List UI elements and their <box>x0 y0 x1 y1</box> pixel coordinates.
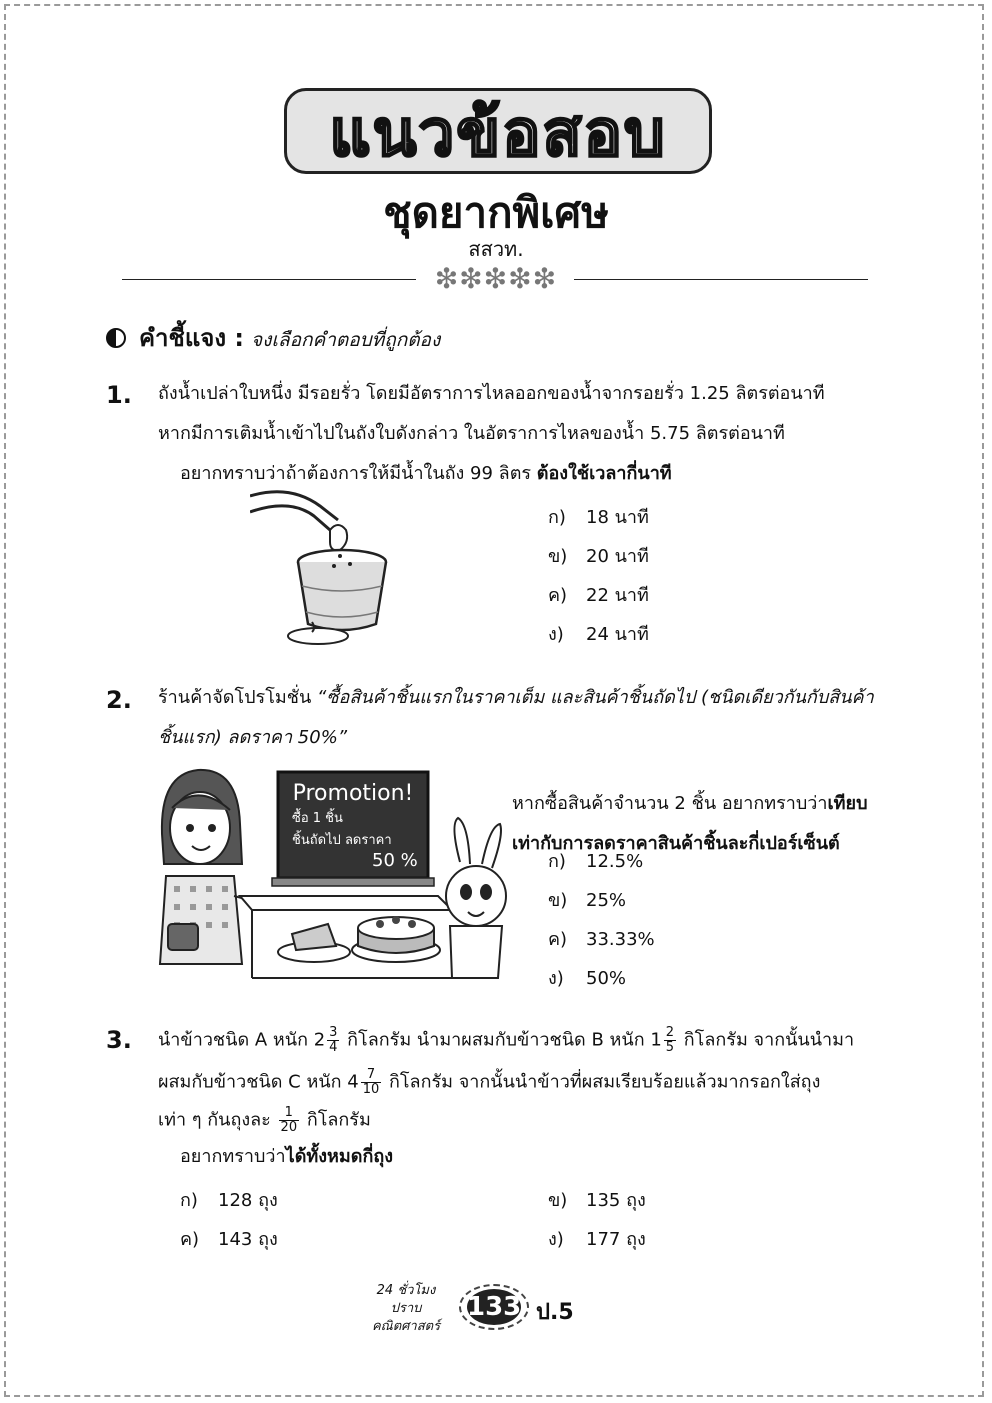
fraction-numerator: 3 <box>329 1025 338 1040</box>
choice-label: ข) <box>548 546 568 567</box>
choice-text: 22 นาที <box>586 585 649 606</box>
choice-label: ค) <box>180 1229 200 1250</box>
board-title: Promotion! <box>292 781 414 806</box>
book-title-line-3: คณิตศาสตร์ <box>371 1319 441 1334</box>
promotion-shop-illustration <box>152 764 508 986</box>
question-2-side-line-1 <box>512 792 868 816</box>
choice-label: ข) <box>548 1190 568 1211</box>
page-title: แนวข้อสอบ <box>329 97 667 171</box>
instruction-text: จงเลือกคำตอบที่ถูกต้อง <box>251 329 441 351</box>
question-2-side-text: หากซื้อสินค้าจำนวน 2 ชิ้น อยากทราบว่า <box>512 793 828 814</box>
fraction <box>327 1026 339 1055</box>
question-3-text-d: ผสมกับข้าวชนิด C หนัก 4 <box>158 1071 359 1093</box>
choice-label: ก) <box>548 507 566 528</box>
page-number-badge <box>459 1284 529 1330</box>
choice-text: 128 ถุง <box>218 1190 278 1211</box>
book-title <box>356 1282 456 1336</box>
question-3-line-4 <box>180 1145 393 1169</box>
question-3-line-1 <box>158 1026 854 1055</box>
question-2-line-1 <box>158 686 874 710</box>
choice-text: 18 นาที <box>586 507 649 528</box>
half-circle-icon <box>106 328 126 348</box>
question-1-line-1: ถังน้ำเปล่าใบหนึ่ง มีรอยรั่ว โดยมีอัตราการไหลออกของน้ำจากรอยรั่ว 1.25 ลิตรต่อนาที <box>158 383 825 404</box>
choice-label: ข) <box>548 890 568 911</box>
divider-right <box>574 279 868 280</box>
question-1-line-3-emphasis: ต้องใช้เวลากี่นาที <box>536 463 672 484</box>
choice-text: 25% <box>586 890 627 911</box>
question-3-text-h: อยากทราบว่า <box>180 1146 286 1167</box>
book-title-line-1: 24 ชั่วโมง <box>376 1283 436 1298</box>
choice-text: 24 นาที <box>586 624 649 645</box>
question-2-line-2 <box>158 726 347 750</box>
question-2-choice-b[interactable] <box>548 885 626 914</box>
question-1-line-3-text: อยากทราบว่าถ้าต้องการให้มีน้ำในถัง 99 ลิตร <box>180 463 537 484</box>
question-3-emphasis: ได้ทั้งหมดกี่ถุง <box>285 1146 394 1167</box>
choice-label: ค) <box>548 929 568 950</box>
instruction-label: คำชี้แจง : <box>139 324 245 352</box>
question-3-text-f: เท่า ๆ กันถุงละ <box>158 1109 277 1131</box>
leaking-bucket-illustration <box>250 486 400 652</box>
choice-label: ง) <box>548 1229 564 1250</box>
question-2-line-1-text: ร้านค้าจัดโปรโมชั่น <box>158 687 318 708</box>
board-discount: 50 % <box>372 850 418 871</box>
question-3-choice-d[interactable] <box>548 1224 646 1253</box>
fraction-numerator: 1 <box>279 1106 300 1121</box>
ornament-stars: ❇❇❇❇❇ <box>434 262 558 295</box>
fraction <box>664 1026 676 1055</box>
fraction-denominator: 4 <box>329 1040 338 1055</box>
question-3-choice-b[interactable] <box>548 1185 646 1214</box>
choice-text: 177 ถุง <box>586 1229 646 1250</box>
question-3-line-2 <box>158 1068 820 1097</box>
title-banner <box>284 88 712 174</box>
grade-level: ป.5 <box>536 1300 574 1325</box>
question-2-choice-c[interactable] <box>548 924 655 953</box>
question-1-line-2: หากมีการเติมน้ำเข้าไปในถังใบดังกล่าว ในอัตราการไหลของน้ำ 5.75 ลิตรต่อนาที <box>158 423 785 444</box>
fraction-denominator: 20 <box>280 1120 298 1135</box>
question-2-side-emphasis: เทียบ <box>827 793 868 814</box>
choice-label: ง) <box>548 624 564 645</box>
book-title-line-2: ปราบ <box>390 1301 422 1316</box>
question-1-number: 1. <box>106 381 132 409</box>
question-3-text-b: กิโลกรัม นำมาผสมกับข้าวชนิด B หนัก 1 <box>341 1029 662 1051</box>
question-1-choice-d[interactable] <box>548 619 649 648</box>
fraction <box>279 1106 300 1135</box>
question-2-side-emphasis-2: เท่ากับการลดราคาสินค้าชิ้นละกี่เปอร์เซ็นต์ <box>512 833 840 854</box>
choice-text: 33.33% <box>586 929 655 950</box>
fraction <box>361 1068 382 1097</box>
question-1-choice-b[interactable] <box>548 541 649 570</box>
question-2-line-1-quote: “ซื้อสินค้าชิ้นแรกในราคาเต็ม และสินค้าชิ้นถัดไป (ชนิดเดียวกันกับสินค้า <box>317 687 874 708</box>
question-3-line-3 <box>158 1106 371 1135</box>
board-line-1: ซื้อ 1 ชิ้น <box>292 811 343 826</box>
fraction-denominator: 10 <box>362 1082 380 1097</box>
question-3-choice-a[interactable] <box>180 1185 278 1214</box>
instruction <box>106 318 440 357</box>
page-subtitle: ชุดยากพิเศษ <box>383 188 609 237</box>
question-1-line-3 <box>180 462 672 486</box>
question-3-text-g: กิโลกรัม <box>301 1109 371 1131</box>
board-line-2: ชิ้นถัดไป ลดราคา <box>292 833 392 848</box>
choice-label: ง) <box>548 968 564 989</box>
choice-text: 20 นาที <box>586 546 649 567</box>
page-number: 133 <box>467 1289 521 1325</box>
question-2-line-2-quote: ชิ้นแรก) ลดราคา 50%” <box>158 727 348 748</box>
choice-label: ค) <box>548 585 568 606</box>
question-3-text-a: นำข้าวชนิด A หนัก 2 <box>158 1029 326 1051</box>
question-3-choice-c[interactable] <box>180 1224 278 1253</box>
choice-text: 143 ถุง <box>218 1229 278 1250</box>
question-2-choice-a[interactable] <box>548 846 643 875</box>
choice-label: ก) <box>548 851 566 872</box>
organization-label: สสวท. <box>468 237 524 261</box>
question-3-text-e: กิโลกรัม จากนั้นนำข้าวที่ผสมเรียบร้อยแล้วมากรอกใส่ถุง <box>383 1071 821 1093</box>
fraction-denominator: 5 <box>665 1040 675 1055</box>
fraction-numerator: 7 <box>361 1068 382 1083</box>
question-1-choice-a[interactable] <box>548 502 649 531</box>
question-2-number: 2. <box>106 686 132 714</box>
question-3-number: 3. <box>106 1026 132 1054</box>
divider-left <box>122 279 416 280</box>
choice-text: 50% <box>586 968 627 989</box>
question-3-text-c: กิโลกรัม จากนั้นนำมา <box>678 1029 855 1051</box>
fraction-numerator: 2 <box>665 1025 675 1040</box>
question-1-choice-c[interactable] <box>548 580 649 609</box>
question-2-choice-d[interactable] <box>548 963 626 992</box>
choice-text: 12.5% <box>586 851 644 872</box>
choice-text: 135 ถุง <box>586 1190 646 1211</box>
choice-label: ก) <box>180 1190 198 1211</box>
